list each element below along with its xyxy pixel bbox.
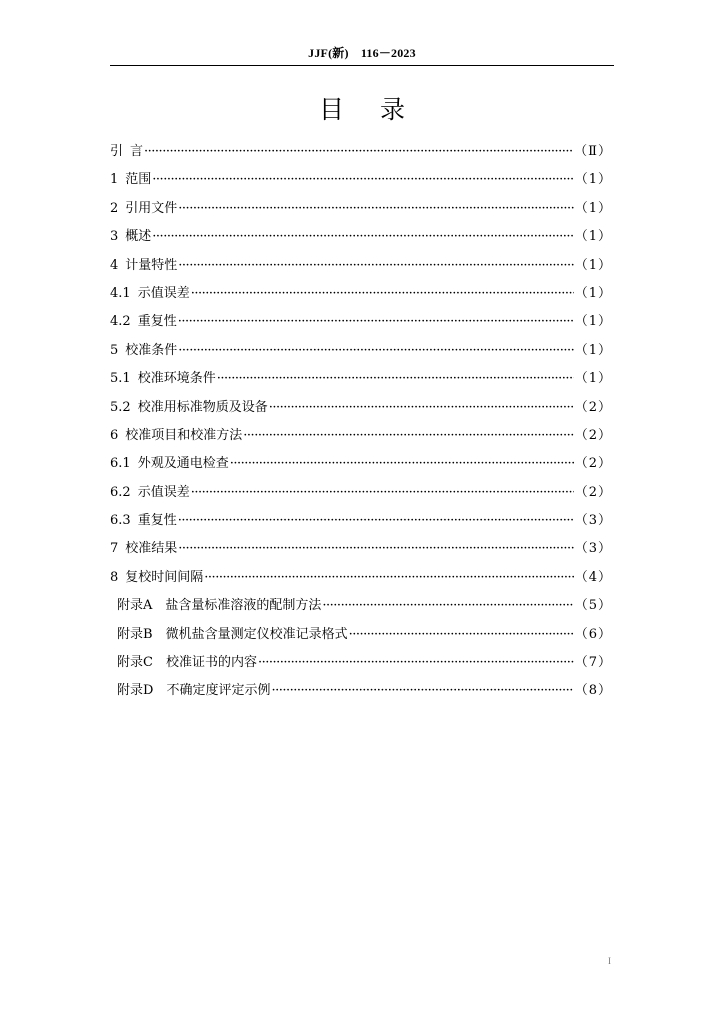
toc-entry-page: （Ⅱ） bbox=[574, 144, 612, 159]
toc-leader-dots bbox=[178, 195, 573, 223]
toc-appendix-entry[interactable] bbox=[110, 649, 612, 677]
toc-entry-number: 7 bbox=[110, 541, 119, 557]
toc-entry[interactable] bbox=[110, 535, 612, 563]
toc-appendix-number: 附录C bbox=[117, 655, 153, 671]
toc-appendix-entry[interactable] bbox=[110, 677, 612, 705]
toc-entry-number: 3 bbox=[110, 229, 119, 245]
toc-entry[interactable] bbox=[110, 308, 612, 336]
toc-leader-dots bbox=[258, 649, 574, 677]
toc-entry-page: （3） bbox=[574, 513, 612, 529]
toc-leader-dots bbox=[322, 592, 573, 620]
toc-entry[interactable] bbox=[110, 252, 612, 280]
toc-leader-dots bbox=[349, 621, 574, 649]
page-number: I bbox=[608, 956, 611, 966]
toc-entry-page: （2） bbox=[574, 427, 612, 443]
toc-appendix-entry[interactable] bbox=[110, 592, 612, 620]
toc-entry-page: （1） bbox=[574, 200, 612, 216]
toc-entry-number: 4.2 bbox=[110, 314, 131, 330]
toc-entry-page: （6） bbox=[574, 626, 612, 642]
toc-leader-dots bbox=[217, 365, 574, 393]
toc-entry[interactable] bbox=[110, 195, 612, 223]
toc-entry-label: 概述 bbox=[125, 229, 152, 245]
toc-appendix-number: 附录B bbox=[117, 626, 153, 642]
toc-entry[interactable] bbox=[110, 479, 612, 507]
toc-leader-dots bbox=[271, 677, 573, 705]
header-rule bbox=[110, 65, 614, 66]
toc-entry-page: （8） bbox=[574, 683, 612, 699]
toc-entry-page: （4） bbox=[574, 569, 612, 585]
toc-leader-dots bbox=[230, 450, 574, 478]
toc-entry[interactable] bbox=[110, 394, 612, 422]
toc-entry-label: 盐含量标准溶液的配制方法 bbox=[165, 598, 322, 614]
toc-leader-dots bbox=[178, 252, 573, 280]
toc-entry-label: 校准证书的内容 bbox=[165, 655, 257, 671]
toc-entry-number: 6.3 bbox=[110, 513, 131, 529]
toc-leader-dots bbox=[152, 166, 573, 194]
toc-leader-dots bbox=[204, 564, 573, 592]
toc-entry[interactable] bbox=[110, 564, 612, 592]
toc-entry-number: 5.1 bbox=[110, 371, 131, 387]
toc-entry-page: （3） bbox=[574, 541, 612, 557]
toc-entry-number: 引 bbox=[110, 144, 124, 159]
toc-entry-label: 校准用标准物质及设备 bbox=[137, 399, 268, 415]
toc-entry[interactable] bbox=[110, 223, 612, 251]
toc-entry-page: （2） bbox=[574, 399, 612, 415]
toc-entry-page: （1） bbox=[574, 257, 612, 273]
toc-leader-dots bbox=[178, 337, 573, 365]
toc-entry-page: （1） bbox=[574, 342, 612, 358]
toc-entry-number: 1 bbox=[110, 172, 119, 188]
toc-entry-label: 计量特性 bbox=[125, 257, 178, 273]
toc-entry[interactable] bbox=[110, 507, 612, 535]
toc-entry-page: （1） bbox=[574, 229, 612, 245]
toc-entry-label: 微机盐含量测定仪校准记录格式 bbox=[165, 626, 348, 642]
toc-entry[interactable] bbox=[110, 450, 612, 478]
toc-entry-label: 示值误差 bbox=[137, 285, 190, 301]
toc-leader-dots bbox=[191, 479, 574, 507]
toc-entry[interactable] bbox=[110, 337, 612, 365]
toc-entry-number: 5.2 bbox=[110, 399, 131, 415]
toc-appendix-entry[interactable] bbox=[110, 621, 612, 649]
toc-entry-page: （5） bbox=[574, 598, 612, 614]
toc-entry-label: 引用文件 bbox=[125, 200, 178, 216]
toc-entry-label: 校准条件 bbox=[125, 342, 178, 358]
toc-entry-number: 8 bbox=[110, 569, 119, 585]
toc-entry[interactable] bbox=[110, 365, 612, 393]
toc-entry-label: 校准结果 bbox=[125, 541, 178, 557]
toc-entry-label: 重复性 bbox=[137, 314, 177, 330]
running-header: JJF(新) 116－2023 bbox=[308, 46, 416, 60]
toc-leader-dots bbox=[144, 138, 573, 166]
toc-leader-dots bbox=[269, 394, 574, 422]
toc-leader-dots bbox=[178, 535, 573, 563]
toc-entry-page: （7） bbox=[574, 655, 612, 671]
toc-entry-label: 校准环境条件 bbox=[137, 371, 216, 387]
toc-entry-label: 重复性 bbox=[137, 513, 177, 529]
toc-appendix-number: 附录D bbox=[117, 683, 154, 699]
toc-leader-dots bbox=[152, 223, 573, 251]
toc-entry-number: 6.2 bbox=[110, 484, 131, 500]
toc-entry-page: （1） bbox=[574, 172, 612, 188]
toc-leader-dots bbox=[243, 422, 573, 450]
toc-entry-page: （1） bbox=[574, 371, 612, 387]
toc-entry-page: （1） bbox=[574, 314, 612, 330]
toc-entry-label: 范围 bbox=[125, 172, 152, 188]
toc-entry[interactable] bbox=[110, 138, 612, 166]
toc-entry-label: 校准项目和校准方法 bbox=[125, 427, 243, 443]
toc-entry-number: 4 bbox=[110, 257, 119, 273]
toc-entry-page: （2） bbox=[574, 484, 612, 500]
toc-entry-label: 外观及通电检查 bbox=[137, 456, 229, 472]
toc-leader-dots bbox=[178, 507, 574, 535]
toc-entry[interactable] bbox=[110, 422, 612, 450]
toc-entry[interactable] bbox=[110, 280, 612, 308]
toc-leader-dots bbox=[191, 280, 574, 308]
toc-entry[interactable] bbox=[110, 166, 612, 194]
toc-entry-page: （1） bbox=[574, 285, 612, 301]
toc-entry-number: 4.1 bbox=[110, 285, 131, 301]
toc-leader-dots bbox=[178, 308, 574, 336]
page-title: 目 录 bbox=[319, 95, 419, 124]
toc-entry-label: 不确定度评定示例 bbox=[166, 683, 271, 699]
toc-entry-number: 5 bbox=[110, 342, 119, 358]
toc-entry-label: 示值误差 bbox=[137, 484, 190, 500]
toc-appendix-number: 附录A bbox=[117, 598, 153, 614]
toc-entry-number: 2 bbox=[110, 200, 119, 216]
toc-entry-number: 6.1 bbox=[110, 456, 131, 472]
toc-entry-label: 复校时间间隔 bbox=[125, 569, 204, 585]
toc-entry-number: 6 bbox=[110, 427, 119, 443]
toc-entry-label: 言 bbox=[130, 144, 144, 159]
toc-entry-page: （2） bbox=[574, 456, 612, 472]
table-of-contents bbox=[110, 138, 612, 706]
